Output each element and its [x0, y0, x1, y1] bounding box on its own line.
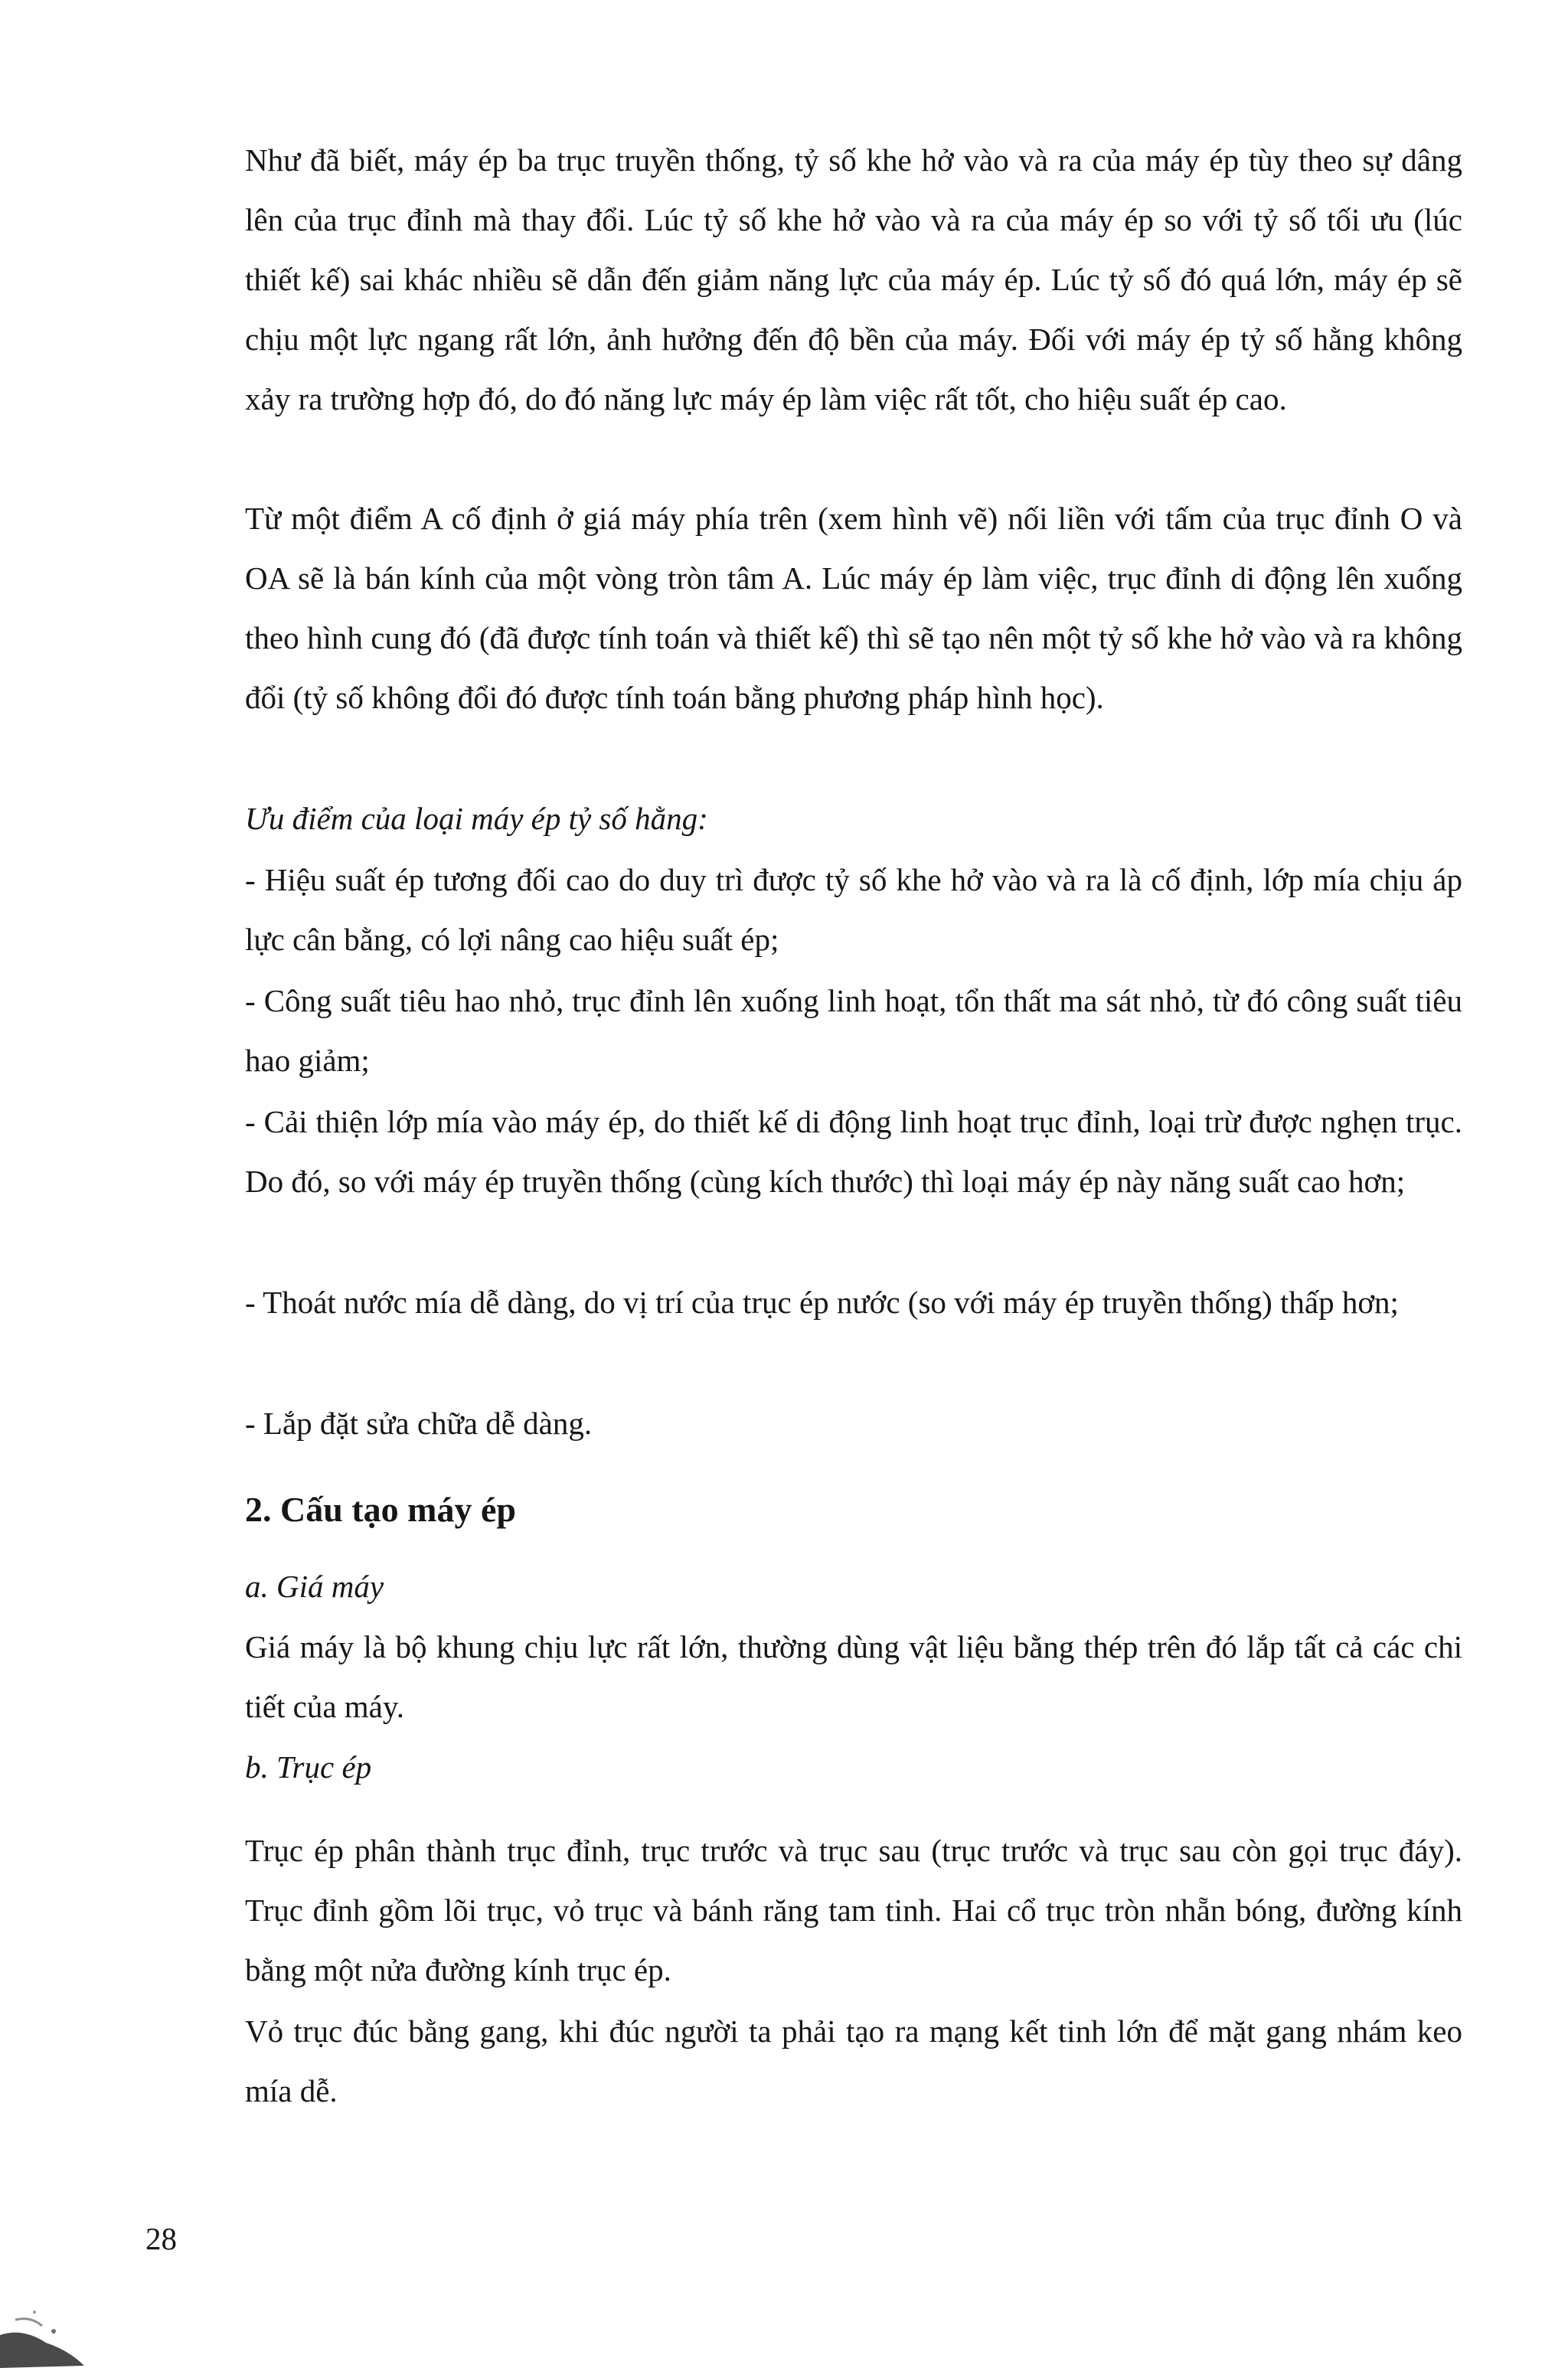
advantage-item-3: - Cải thiện lớp mía vào máy ép, do thiết kế di động linh hoạt trục đỉnh, loại trừ được nghẹn trục. Do đó, so với máy ép truyền thống (cùng kích thước) thì loại máy ép này năng suất cao hơn;: [245, 1104, 1462, 1199]
page-number: 28: [145, 2221, 177, 2256]
subsection-b-text-2: Vỏ trục đúc bằng gang, khi đúc người ta phải tạo ra mạng kết tinh lớn để mặt gang nhám keo mía dễ.: [245, 2014, 1462, 2108]
subsection-a-title: a. Giá máy: [245, 1569, 384, 1604]
section-heading: 2. Cấu tạo máy ép: [245, 1490, 516, 1529]
corner-smudge-mark: [0, 2289, 138, 2368]
advantage-item-2: - Công suất tiêu hao nhỏ, trục đỉnh lên xuống linh hoạt, tổn thất ma sát nhỏ, từ đó công suất tiêu hao giảm;: [245, 983, 1462, 1078]
subsection-b-text-1: Trục ép phân thành trục đỉnh, trục trước và trục sau (trục trước và trục sau còn gọi trục đáy). Trục đỉnh gồm lõi trục, vỏ trục và bánh răng tam tinh. Hai cổ trục tròn nhẵn bóng, đường kính bằng một nửa đường kính trục ép.: [245, 1833, 1462, 1987]
advantage-item-5: - Lắp đặt sửa chữa dễ dàng.: [245, 1406, 593, 1441]
advantage-item-4: - Thoát nước mía dễ dàng, do vị trí của trục ép nước (so với máy ép truyền thống) thấp hơn;: [245, 1285, 1399, 1320]
advantages-title: Ưu điểm của loại máy ép tỷ số hằng:: [245, 801, 708, 836]
paragraph-fixed-point: Từ một điểm A cố định ở giá máy phía trên (xem hình vẽ) nối liền với tấm của trục đỉnh O và OA sẽ là bán kính của một vòng tròn tâm A. Lúc máy ép làm việc, trục đỉnh di động lên xuống theo hình cung đó (đã được tính toán và thiết kế) thì sẽ tạo nên một tỷ số khe hở vào và ra không đổi (tỷ số không đổi đó được tính toán bằng phương pháp hình học).: [245, 501, 1462, 715]
paragraph-intro: Như đã biết, máy ép ba trục truyền thống, tỷ số khe hở vào và ra của máy ép tùy theo sự dâng lên của trục đỉnh mà thay đổi. Lúc tỷ số khe hở vào và ra của máy ép so với tỷ số tối ưu (lúc thiết kế) sai khác nhiều sẽ dẫn đến giảm năng lực của máy ép. Lúc tỷ số đó quá lớn, máy ép sẽ chịu một lực ngang rất lớn, ảnh hưởng đến độ bền của máy. Đối với máy ép tỷ số hằng không xảy ra trường hợp đó, do đó năng lực máy ép làm việc rất tốt, cho hiệu suất ép cao.: [245, 142, 1462, 416]
subsection-b-title: b. Trục ép: [245, 1749, 372, 1785]
advantage-item-1: - Hiệu suất ép tương đối cao do duy trì được tỷ số khe hở vào và ra là cố định, lớp mía chịu áp lực cân bằng, có lợi nâng cao hiệu suất ép;: [245, 862, 1462, 957]
subsection-a-text: Giá máy là bộ khung chịu lực rất lớn, thường dùng vật liệu bằng thép trên đó lắp tất cả các chi tiết của máy.: [245, 1629, 1462, 1724]
